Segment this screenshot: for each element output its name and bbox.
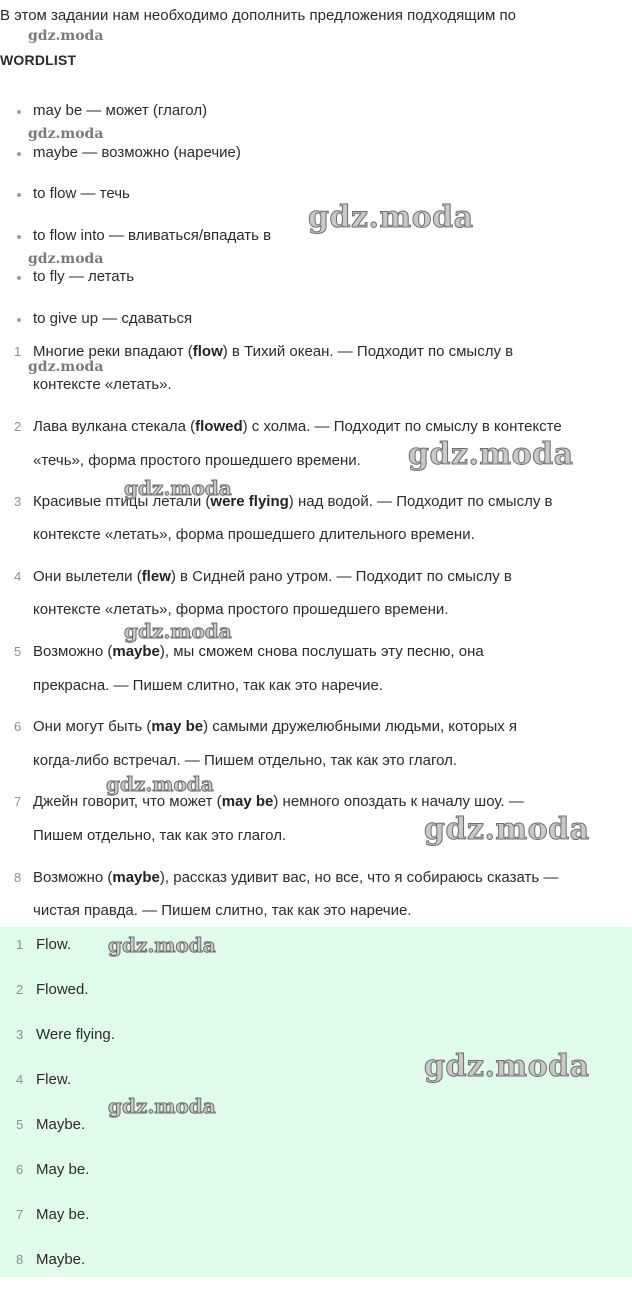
item-text: Джейн говорит, что может ( <box>33 793 222 810</box>
wordlist-item: may be — может (глагол) <box>33 102 208 119</box>
wordlist-item: to give up — сдаваться <box>33 310 193 327</box>
answer-number: 6 <box>16 1162 24 1177</box>
watermark: gdz.moda <box>108 933 216 957</box>
watermark: gdz.moda <box>108 1094 216 1118</box>
item-number: 6 <box>14 719 22 734</box>
item-text: Лава вулкана стекала ( <box>33 418 196 435</box>
item-text: ) самыми дружелюбными людьми, которых я <box>203 718 518 735</box>
answer-text: Maybe. <box>36 1116 86 1133</box>
answer-text: Flew. <box>36 1071 72 1088</box>
watermark: gdz.moda <box>308 200 474 235</box>
item-text: Они могут быть ( <box>33 718 152 735</box>
item-line: контексте «летать». <box>33 376 172 393</box>
item-answer-word: flow <box>192 343 223 360</box>
watermark: gdz.moda <box>424 812 590 847</box>
item-line <box>33 417 562 437</box>
item-text: ), мы сможем снова послушать эту песню, она <box>159 643 484 660</box>
item-line: контексте «летать», форма простого прошедшего времени. <box>33 601 449 618</box>
item-text: Многие реки впадают ( <box>33 343 193 360</box>
item-line: чистая правда. — Пишем слитно, так как это наречие. <box>33 902 412 919</box>
wordlist-item: to flow — течь <box>33 185 130 202</box>
item-answer-word: maybe <box>112 869 160 886</box>
item-number: 8 <box>14 870 22 885</box>
watermark: gdz.moda <box>424 1049 590 1084</box>
item-line <box>33 567 512 587</box>
watermark: gdz.moda <box>124 476 232 500</box>
item-text: ) в Тихий океан. — Подходит по смыслу в <box>222 343 514 360</box>
wordlist-item: maybe — возможно (наречие) <box>33 144 241 161</box>
item-text: ) над водой. — Подходит по смыслу в <box>288 493 553 510</box>
item-line <box>33 492 552 512</box>
item-line: контексте «летать», форма прошедшего длительного времени. <box>33 526 475 543</box>
item-number: 1 <box>14 344 22 359</box>
answer-number: 5 <box>16 1117 24 1132</box>
item-answer-word: may be <box>221 793 274 810</box>
wordlist-title: WORDLIST <box>0 52 77 68</box>
item-text: ) с холма. — Подходит по смыслу в контексте <box>242 418 562 435</box>
item-text: Они вылетели ( <box>33 568 142 585</box>
item-text: Возможно ( <box>33 869 113 886</box>
item-line: когда-либо встречал. — Пишем отдельно, так как это глагол. <box>33 752 458 769</box>
item-text: ) немного опоздать к началу шоу. — <box>273 793 524 810</box>
watermark: gdz.moda <box>28 251 104 267</box>
wordlist-item: to flow into — вливаться/впадать в <box>33 227 272 244</box>
item-answer-word: maybe <box>112 643 160 660</box>
item-line: Пишем отдельно, так как это глагол. <box>33 827 287 844</box>
item-number: 4 <box>14 569 22 584</box>
item-text: ), рассказ удивит вас, но все, что я собираюсь сказать — <box>159 869 559 886</box>
item-text: Красивые птицы летали ( <box>33 493 211 510</box>
answer-text: May be. <box>36 1161 90 1178</box>
item-line <box>33 868 558 888</box>
item-answer-word: flowed <box>195 418 243 435</box>
intro-text: В этом задании нам необходимо дополнить предложения подходящим по <box>0 7 516 24</box>
item-text: Возможно ( <box>33 643 113 660</box>
answer-number: 4 <box>16 1072 24 1087</box>
answer-text: Maybe. <box>36 1251 86 1268</box>
item-line <box>33 717 517 737</box>
item-number: 3 <box>14 494 22 509</box>
item-answer-word: were flying <box>210 493 289 510</box>
item-line: «течь», форма простого прошедшего времени. <box>33 452 361 469</box>
answer-text: Were flying. <box>36 1026 115 1043</box>
item-line <box>33 642 484 662</box>
watermark: gdz.moda <box>28 359 104 375</box>
watermark: gdz.moda <box>408 437 574 472</box>
answer-text: Flowed. <box>36 981 89 998</box>
answer-number: 3 <box>16 1027 24 1042</box>
wordlist-item: to fly — летать <box>33 268 135 285</box>
item-line: прекрасна. — Пишем слитно, так как это наречие. <box>33 677 383 694</box>
answer-number: 8 <box>16 1252 24 1267</box>
item-number: 7 <box>14 794 22 809</box>
answer-text: Flow. <box>36 936 72 953</box>
watermark: gdz.moda <box>28 126 104 142</box>
item-answer-word: may be <box>151 718 204 735</box>
watermark: gdz.moda <box>124 619 232 643</box>
answer-number: 2 <box>16 982 24 997</box>
item-line <box>33 792 524 812</box>
watermark: gdz.moda <box>28 28 104 44</box>
item-answer-word: flew <box>141 568 171 585</box>
item-number: 2 <box>14 419 22 434</box>
answer-text: May be. <box>36 1206 90 1223</box>
watermark: gdz.moda <box>106 772 214 796</box>
answer-number: 1 <box>16 937 24 952</box>
item-text: ) в Сидней рано утром. — Подходит по смыслу в <box>170 568 512 585</box>
answer-number: 7 <box>16 1207 24 1222</box>
item-line <box>33 342 513 362</box>
item-number: 5 <box>14 644 22 659</box>
answers-panel <box>0 927 632 1277</box>
